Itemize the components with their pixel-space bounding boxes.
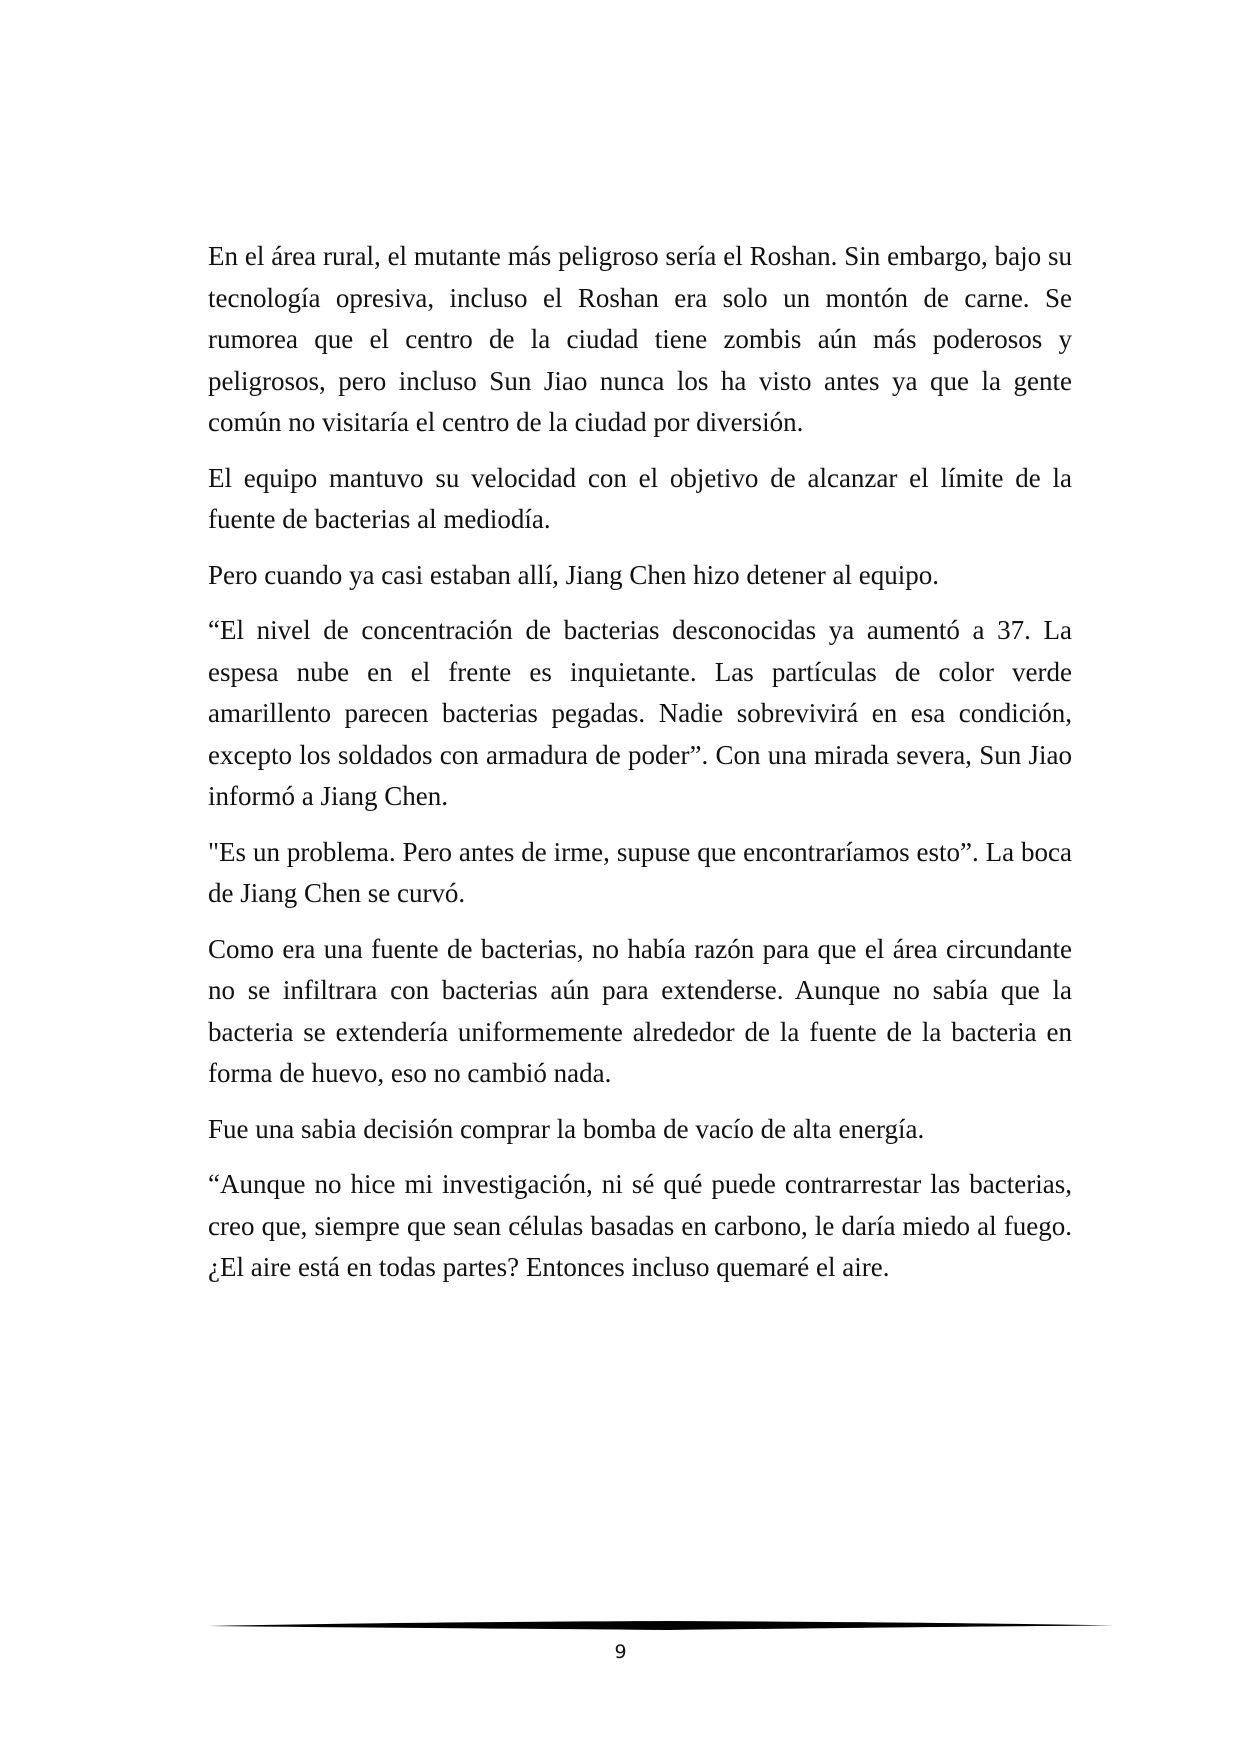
- paragraph: Fue una sabia decisión comprar la bomba de vacío de alta energía.: [208, 1113, 925, 1144]
- body-text: [208, 236, 1072, 1303]
- paragraph: "Es un problema. Pero antes de irme, supuse que encontraríamos esto”. La boca de Jiang Chen se curvó.: [208, 836, 1072, 908]
- paragraph: El equipo mantuvo su velocidad con el objetivo de alcanzar el límite de la fuente de bacterias al mediodía.: [208, 462, 1072, 534]
- footer-divider: [208, 1620, 1114, 1632]
- paragraph: Pero cuando ya casi estaban allí, Jiang Chen hizo detener al equipo.: [208, 559, 940, 590]
- paragraph: Como era una fuente de bacterias, no había razón para que el área circundante no se infiltrara con bacterias aún para extenderse. Aunque no sabía que la bacteria se extendería uniformemente alrededor de la fuente de la bacteria en forma de huevo, eso no cambió nada.: [208, 933, 1072, 1088]
- paragraph: En el área rural, el mutante más peligroso sería el Roshan. Sin embargo, bajo su tecnología opresiva, incluso el Roshan era solo un montón de carne. Se rumorea que el centro de la ciudad tiene zombis aún más poderosos y peligrosos, pero incluso Sun Jiao nunca los ha visto antes ya que la gente común no visitaría el centro de la ciudad por diversión.: [208, 241, 1072, 437]
- paragraph: “Aunque no hice mi investigación, ni sé qué puede contrarrestar las bacterias, creo que, siempre que sean células basadas en carbono, le daría miedo al fuego. ¿El aire está en todas partes? Entonces incluso quemaré el aire.: [208, 1169, 1072, 1282]
- paragraph: “El nivel de concentración de bacterias desconocidas ya aumentó a 37. La espesa nube en el frente es inquietante. Las partículas de color verde amarillento parecen bacterias pegadas. Nadie sobrevivirá en esa condición, excepto los soldados con armadura de poder”. Con una mirada severa, Sun Jiao informó a Jiang Chen.: [208, 615, 1072, 811]
- page-number: 9: [614, 1641, 627, 1663]
